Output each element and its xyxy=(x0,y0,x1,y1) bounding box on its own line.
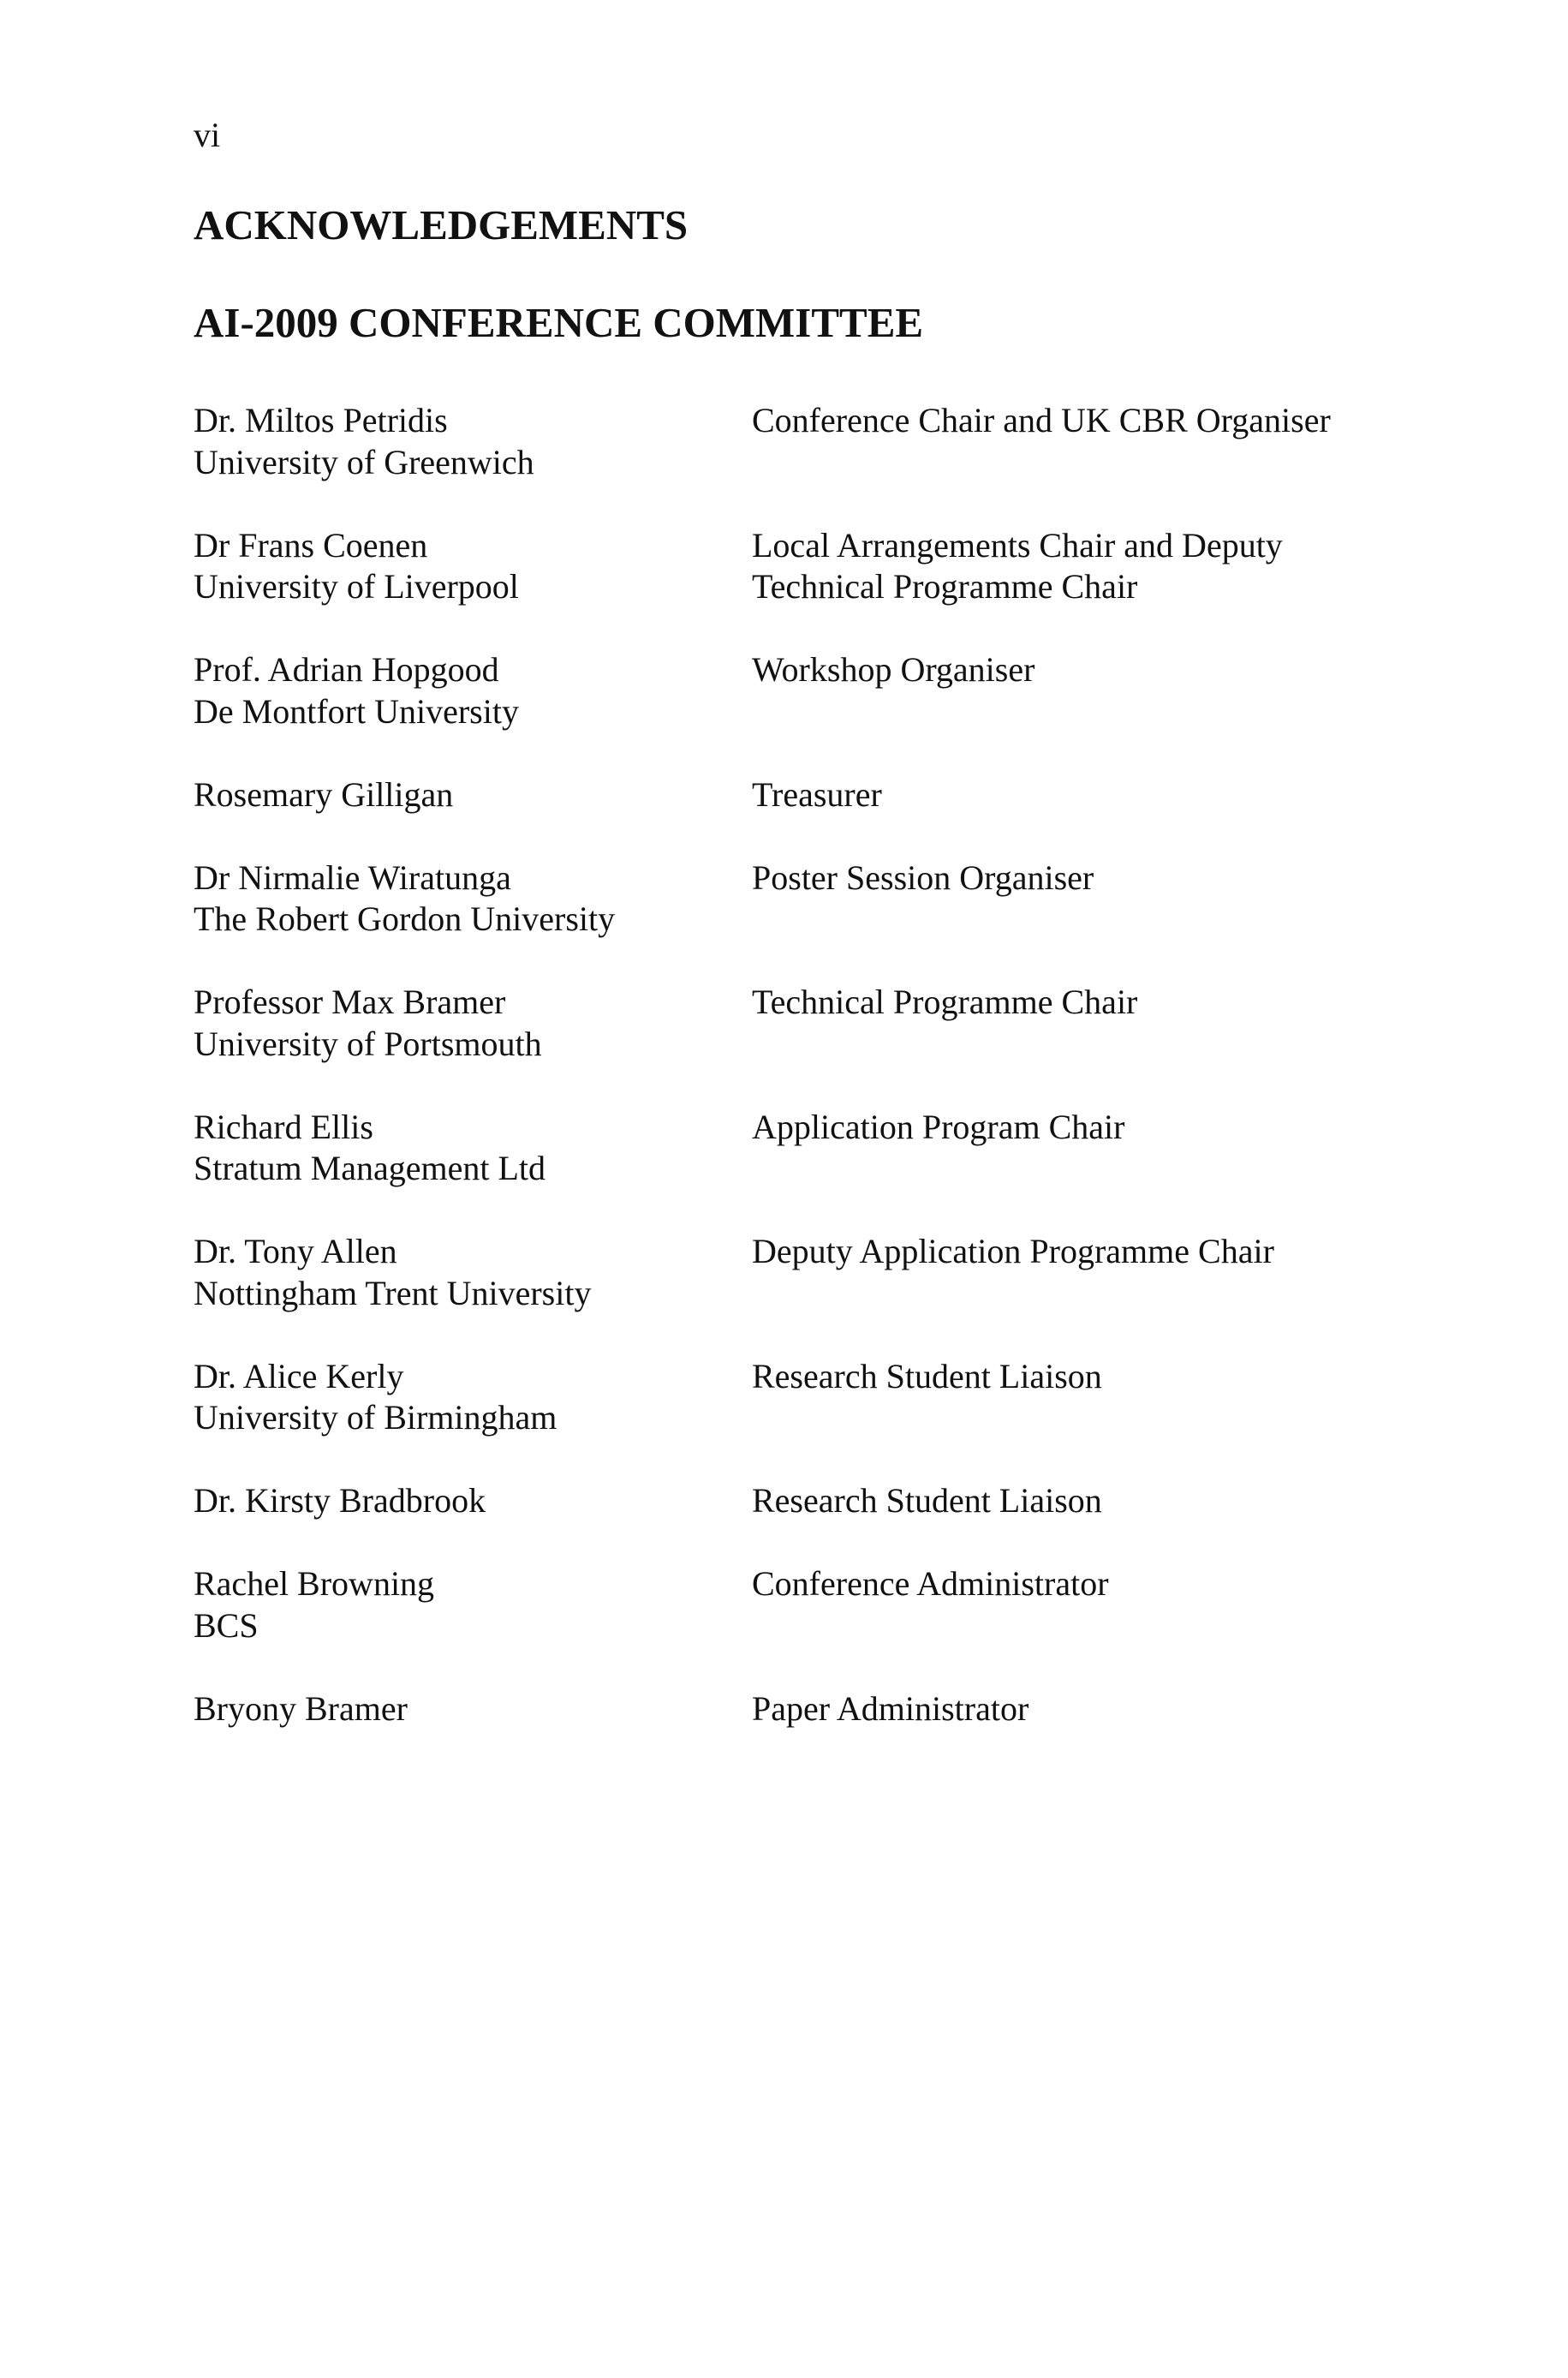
member-name: Bryony Bramer xyxy=(194,1688,408,1728)
member-affiliation: De Montfort University xyxy=(194,691,519,731)
member-person xyxy=(194,1480,750,1522)
member-person xyxy=(194,1356,750,1439)
member-role-line: Paper Administrator xyxy=(752,1688,1029,1728)
committee-heading: AI-2009 CONFERENCE COMMITTEE xyxy=(194,299,924,346)
member-name: Dr Frans Coenen xyxy=(194,525,428,565)
committee-member xyxy=(194,649,1410,732)
member-role xyxy=(752,982,1403,1024)
member-role xyxy=(752,1107,1403,1149)
section-heading: ACKNOWLEDGEMENTS xyxy=(194,201,689,248)
member-role-line: Technical Programme Chair xyxy=(752,567,1138,606)
member-role-line: Research Student Liaison xyxy=(752,1481,1102,1520)
committee-member xyxy=(194,1231,1410,1314)
member-person xyxy=(194,857,750,941)
committee-member xyxy=(194,982,1410,1065)
member-role xyxy=(752,1356,1403,1398)
member-affiliation: BCS xyxy=(194,1605,259,1645)
committee-member xyxy=(194,774,1410,816)
member-role xyxy=(752,774,1403,816)
member-person xyxy=(194,400,750,483)
page-number: vi xyxy=(194,116,221,154)
member-role-line: Conference Chair and UK CBR Organiser xyxy=(752,401,1331,439)
committee-member xyxy=(194,525,1410,608)
member-affiliation: University of Portsmouth xyxy=(194,1024,542,1063)
member-role xyxy=(752,857,1403,899)
member-role-line: Technical Programme Chair xyxy=(752,983,1138,1021)
member-role-line: Application Program Chair xyxy=(752,1107,1125,1146)
member-affiliation: University of Greenwich xyxy=(194,442,534,481)
member-role xyxy=(752,1231,1403,1273)
member-affiliation: University of Birmingham xyxy=(194,1398,557,1437)
member-person xyxy=(194,774,750,816)
committee-member xyxy=(194,1356,1410,1439)
member-affiliation: The Robert Gordon University xyxy=(194,899,616,938)
committee-list xyxy=(194,400,1410,1772)
committee-member xyxy=(194,1480,1410,1522)
member-role-line: Conference Administrator xyxy=(752,1564,1109,1603)
member-name: Dr Nirmalie Wiratunga xyxy=(194,857,511,897)
member-role-line: Local Arrangements Chair and Deputy xyxy=(752,525,1283,565)
member-role xyxy=(752,649,1403,691)
member-role-line: Workshop Organiser xyxy=(752,650,1035,689)
member-affiliation: Nottingham Trent University xyxy=(194,1273,592,1312)
member-role-line: Deputy Application Programme Chair xyxy=(752,1232,1274,1270)
committee-member xyxy=(194,857,1410,941)
member-person xyxy=(194,1563,750,1646)
member-role xyxy=(752,400,1403,442)
member-affiliation: University of Liverpool xyxy=(194,567,519,606)
committee-member xyxy=(194,400,1410,483)
member-name: Prof. Adrian Hopgood xyxy=(194,650,499,689)
member-name: Dr. Tony Allen xyxy=(194,1232,397,1270)
member-name: Richard Ellis xyxy=(194,1107,373,1146)
member-name: Dr. Miltos Petridis xyxy=(194,401,448,439)
committee-member xyxy=(194,1688,1410,1730)
member-name: Rachel Browning xyxy=(194,1564,435,1603)
member-role xyxy=(752,1563,1403,1605)
member-person xyxy=(194,649,750,732)
member-role xyxy=(752,525,1403,608)
member-person xyxy=(194,1231,750,1314)
member-role-line: Treasurer xyxy=(752,774,882,814)
member-name: Dr. Kirsty Bradbrook xyxy=(194,1481,486,1520)
member-name: Professor Max Bramer xyxy=(194,983,506,1021)
member-person xyxy=(194,1688,750,1730)
committee-member xyxy=(194,1563,1410,1646)
member-role-line: Research Student Liaison xyxy=(752,1356,1102,1395)
member-affiliation: Stratum Management Ltd xyxy=(194,1149,546,1187)
member-role-line: Poster Session Organiser xyxy=(752,857,1094,897)
member-person xyxy=(194,525,750,608)
member-role xyxy=(752,1688,1403,1730)
member-person xyxy=(194,982,750,1065)
member-role xyxy=(752,1480,1403,1522)
member-name: Dr. Alice Kerly xyxy=(194,1356,404,1395)
member-person xyxy=(194,1107,750,1190)
member-name: Rosemary Gilligan xyxy=(194,774,454,814)
committee-member xyxy=(194,1107,1410,1190)
